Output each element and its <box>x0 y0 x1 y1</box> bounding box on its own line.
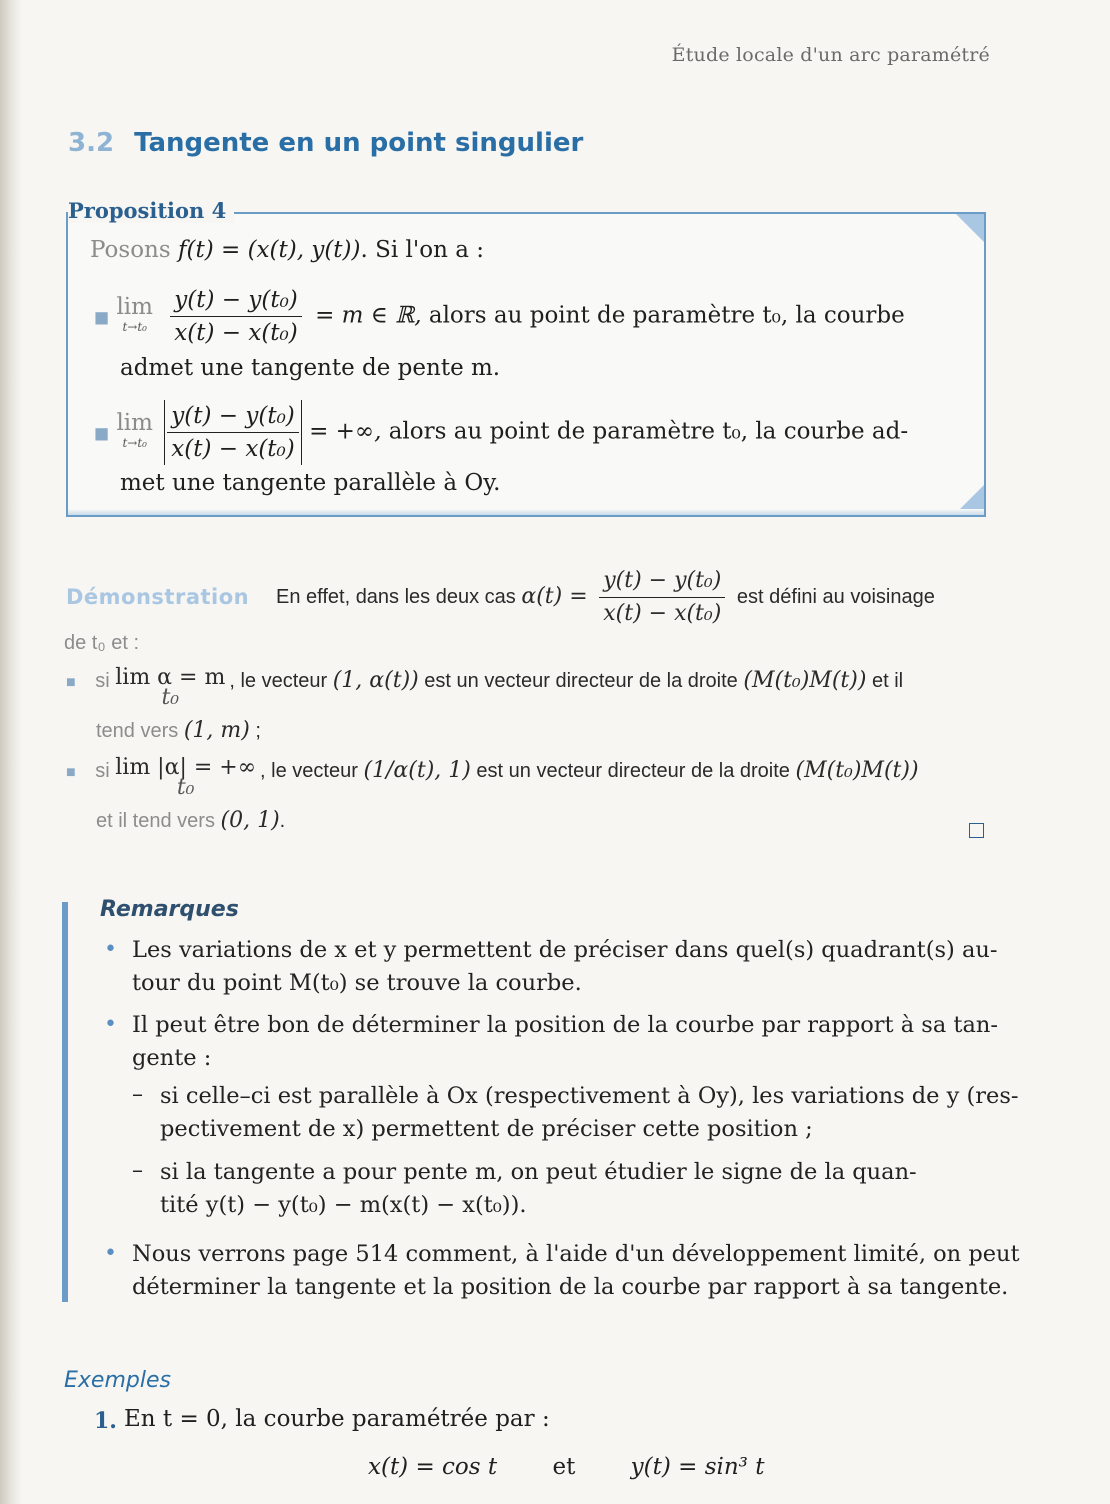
section-heading <box>68 128 583 158</box>
item1-equals: = m ∈ ℝ, <box>315 302 422 329</box>
intro-formula: f(t) = (x(t), y(t)) <box>177 237 361 263</box>
example-1-text: En t = 0, la courbe paramétrée par : <box>124 1406 550 1432</box>
demo-text-after: est défini au voisinage <box>736 585 935 608</box>
remark-2: Il peut être bon de déterminer la position de la courbe par rapport à sa tan- gente : <box>132 1012 998 1071</box>
dash-icon: – <box>132 1082 143 1107</box>
demonstration-case-2-cont: et il tend vers (0, 1). <box>96 808 286 833</box>
examples-title: Exemples <box>64 1368 171 1393</box>
limit-operator: lim t→t₀ <box>116 409 153 450</box>
demonstration-case-1: ■ si lim α = m t₀ , le vecteur (1, α(t)) est un vecteur directeur de la droite (M(t₀)M(t)) et il <box>66 665 904 710</box>
box-corner-decoration <box>956 214 984 242</box>
remark-1: Les variations de x et y permettent de préciser dans quel(s) quadrant(s) au- tour du point M(t₀) se trouve la courbe. <box>132 937 998 996</box>
section-number: 3.2 <box>68 128 115 158</box>
example-1-equation <box>368 1454 764 1480</box>
qed-square-icon <box>969 823 984 838</box>
remarks-title: Remarques <box>100 897 239 922</box>
equation-y: y(t) = sin³ t <box>630 1454 765 1480</box>
proposition-item-1-cont: admet une tangente de pente m. <box>120 355 501 381</box>
dash-icon: – <box>132 1158 143 1183</box>
page-gutter-shadow <box>0 0 22 1504</box>
equation-x: x(t) = cos t <box>368 1454 498 1480</box>
section-title: Tangente en un point singulier <box>134 128 584 158</box>
fraction: $\frac{\text{y(t) − y(t₀)}}{\text{x(t) − x(t₀)}}$ <box>167 400 298 465</box>
item1-text: alors au point de paramètre t₀, la courbe <box>428 302 905 329</box>
remark-2-sub-1: si celle–ci est parallèle à Ox (respectivement à Oy), les variations de y (res- pectivement de x) permettent de préciser cette position ; <box>160 1083 1019 1142</box>
proposition-item-2 <box>94 400 908 465</box>
proposition-item-2-cont: met une tangente parallèle à Oy. <box>120 470 501 496</box>
proposition-item-1 <box>94 284 905 349</box>
example-number: 1. <box>94 1408 117 1434</box>
demonstration-line-1 <box>276 565 935 630</box>
demonstration-label: Démonstration <box>66 585 250 609</box>
alpha-def: α(t) = <box>521 583 588 609</box>
running-header: Étude locale d'un arc paramétré <box>671 44 990 66</box>
absolute-value <box>164 400 301 465</box>
box-shadow <box>68 509 984 515</box>
intro-word: Posons <box>90 237 171 263</box>
proposition-label: Proposition 4 <box>68 198 234 223</box>
limit-operator: lim t→t₀ <box>116 293 153 334</box>
remark-2-sub-2: si la tangente a pour pente m, on peut étudier le signe de la quan- tité y(t) − y(t₀) − m(x(t) − x(t₀)). <box>160 1159 917 1218</box>
limit-operator: lim α = m t₀ <box>115 665 226 710</box>
line-notation: (M(t₀)M(t)) <box>795 758 919 783</box>
proposition-intro <box>90 237 484 263</box>
fraction: $\frac{\text{y(t) − y(t₀)}}{\text{x(t) − x(t₀)}}$ <box>170 284 301 349</box>
bullet-icon: ■ <box>66 764 76 781</box>
bullet-icon: ■ <box>94 307 110 327</box>
intro-tail: . Si l'on a : <box>360 237 484 263</box>
limit-operator: lim |α| = +∞ t₀ <box>115 755 257 800</box>
remark-3: Nous verrons page 514 comment, à l'aide d'un développement limité, on peut déterminer la tangente et la position de la courbe par rapport à sa tangente. <box>132 1241 1020 1300</box>
fraction: $\frac{\text{y(t) − y(t₀)}}{\text{x(t) − x(t₀)}}$ <box>599 565 725 630</box>
demonstration-line-2: de t₀ et : <box>64 632 140 654</box>
item2-equals: = +∞, <box>309 418 382 445</box>
bullet-icon: • <box>104 937 117 962</box>
vector: (1/α(t), 1) <box>363 758 471 783</box>
bullet-icon: • <box>104 1241 117 1266</box>
vector: (1, α(t)) <box>332 668 419 693</box>
item2-text: alors au point de paramètre t₀, la courbe ad- <box>388 418 909 445</box>
bullet-icon: ■ <box>94 423 110 443</box>
line-notation: (M(t₀)M(t)) <box>743 668 867 693</box>
remark-side-bar <box>62 902 68 1302</box>
bullet-icon: • <box>104 1012 117 1037</box>
demo-text: En effet, dans les deux cas <box>276 585 516 608</box>
demonstration-case-1-cont: tend vers (1, m) ; <box>96 718 261 743</box>
equation-and: et <box>552 1454 576 1480</box>
demonstration-case-2: ■ si lim |α| = +∞ t₀ , le vecteur (1/α(t), 1) est un vecteur directeur de la droite (M(t₀)M(t)) <box>66 755 919 800</box>
bullet-icon: ■ <box>66 674 76 691</box>
